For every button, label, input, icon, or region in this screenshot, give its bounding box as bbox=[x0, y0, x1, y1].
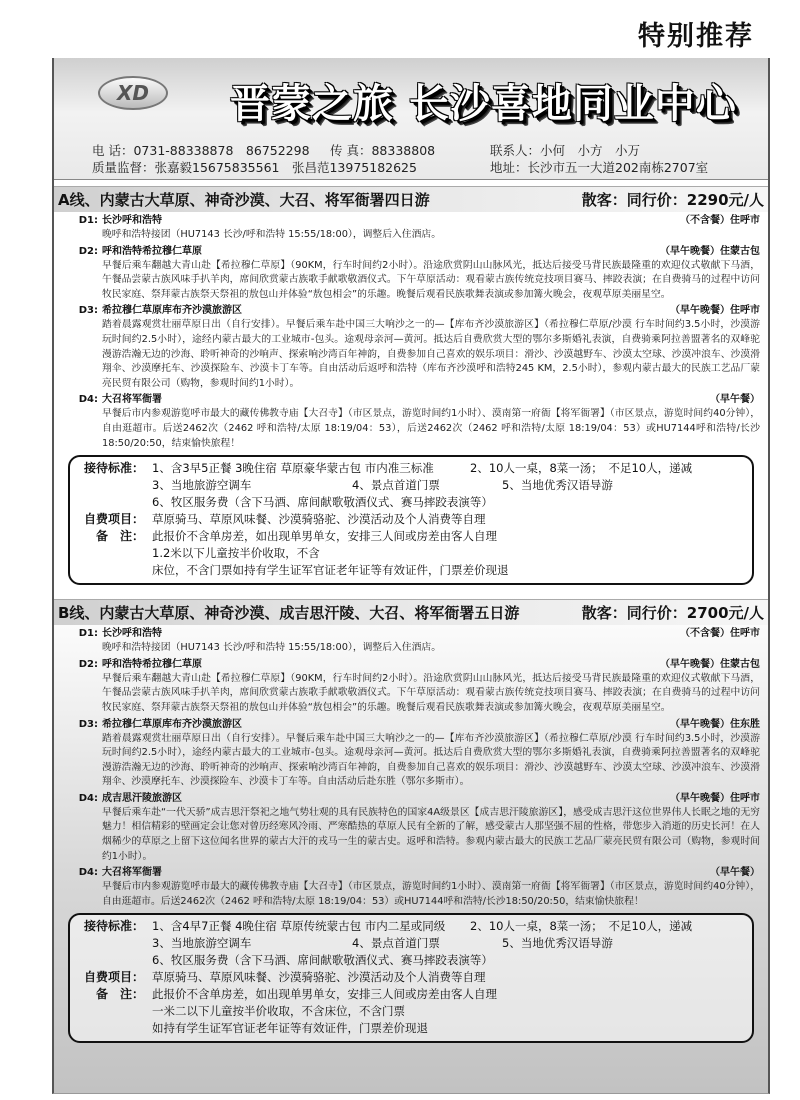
day-label: D2: bbox=[78, 245, 98, 257]
standard-item: 4、景点首道门票 bbox=[352, 936, 440, 951]
itinerary-day bbox=[62, 627, 760, 656]
day-text: 早餐后市内参观游览呼市最大的藏传佛教寺庙【大召寺】（市区景点，游览时间约1小时）、漠南第一府衙【将军衙署】（市区景点，游览时间约40分钟），自由逛超市。后送2462次（2462 呼和浩特/太原 18:19/04：53），后送2462次（2462 呼和浩特/太原 18:19/04：53）或HU7144呼和浩特/长沙18:50/20:50，结束愉快旅程！ bbox=[102, 408, 760, 449]
route-a-header bbox=[54, 186, 768, 212]
day-name: 希拉穆仁草原库布齐沙漠旅游区 bbox=[102, 718, 242, 730]
agency-title: 晋蒙之旅 长沙喜地同业中心 bbox=[230, 81, 737, 127]
phone: 电 话：0731-88338878 86752298 bbox=[92, 143, 310, 158]
self-pay-items: 草原骑马、草原风味餐、沙漠骑骆驼、沙漠活动及个人消费等自理 bbox=[152, 512, 486, 527]
fax: 传 真：88338808 bbox=[330, 143, 436, 158]
standard-item: 1、含3早5正餐 3晚住宿 草原豪华蒙古包 市内准三标准 bbox=[152, 461, 434, 476]
day-name: 呼和浩特希拉穆仁草原 bbox=[102, 658, 202, 670]
route-b-header bbox=[54, 599, 768, 625]
day-text: 晚呼和浩特接团（HU7143 长沙/呼和浩特 15:55/18:00），调整后入住酒店。 bbox=[102, 229, 441, 240]
self-pay-label: 自费项目： bbox=[83, 970, 144, 985]
day-text: 踏着晨露观赏壮丽草原日出（自行安排）。早餐后乘车赴中国三大响沙之一的—【库布齐沙漠旅游区】（希拉穆仁草原/沙漠 行车时间约3.5小时，沙漠游玩时间约2.5小时），途经内蒙古最大的工业城市-包头。途观母亲河—黄河。抵达后自费欣赏大型的鄂尔多斯婚礼表演，自费骑乘阿拉善盟著名的双峰驼漫游浩瀚无边的沙海、聆听神奇的沙响声、探索响沙湾百年神韵，自费参加自己喜欢的娱乐项目：滑沙、沙漠越野车、沙漠太空球、沙漠冲浪车、沙漠滑翔伞、沙漠摩托车、沙漠探险车、沙漠卡丁车等。自由活动后赴东胜（鄂尔多斯市）。 bbox=[102, 732, 760, 788]
day-meal: （早午晚餐）住东胜 bbox=[670, 718, 760, 730]
day-text: 早餐后市内参观游览呼市最大的藏传佛教寺庙【大召寺】（市区景点，游览时间约1小时）、漠南第一府衙【将军衙署】（市区景点，游览时间约40分钟），自由逛超市。后送2462次（2462 呼和浩特/太原 18:19/04：53）或HU7144呼和浩特/长沙18:50/20:50，结束愉快旅程！ bbox=[102, 881, 760, 907]
day-name: 希拉穆仁草原库布齐沙漠旅游区 bbox=[102, 305, 242, 317]
standard-item: 5、当地优秀汉语导游 bbox=[502, 478, 613, 493]
note-line: 一米二以下儿童按半价收取，不含床位，不含门票 bbox=[152, 1004, 405, 1019]
route-a-itinerary bbox=[54, 212, 768, 451]
standard-item: 4、景点首道门票 bbox=[352, 478, 440, 493]
itinerary-day bbox=[62, 658, 760, 716]
itinerary-day bbox=[62, 866, 760, 909]
standard-item: 6、牧区服务费（含下马酒、席间献歌敬酒仪式、赛马摔跤表演等） bbox=[152, 953, 493, 968]
day-text: 晚呼和浩特接团（HU7143 长沙/呼和浩特 15:55/18:00），调整后入住酒店。 bbox=[102, 642, 441, 654]
route-a-price: 散客：同行价：2290元/人 bbox=[581, 191, 764, 209]
contact-block bbox=[92, 142, 708, 176]
standard-item: 6、牧区服务费（含下马酒、席间献歌敬酒仪式、赛马摔跤表演等） bbox=[152, 495, 493, 510]
day-label: D3: bbox=[78, 305, 98, 317]
day-label: D3: bbox=[78, 718, 98, 730]
day-meal: （早午晚餐）住呼市 bbox=[670, 305, 760, 317]
day-label: D1: bbox=[78, 628, 98, 640]
day-label: D2: bbox=[78, 658, 98, 670]
notes-label: 备 注： bbox=[95, 987, 144, 1002]
day-meal: （早午晚餐）住呼市 bbox=[670, 792, 760, 804]
note-line: 床位，不含门票如持有学生证军官证老年证等有效证件，门票差价现退 bbox=[152, 563, 509, 578]
note-line: 如持有学生证军官证老年证等有效证件，门票差价现退 bbox=[152, 1021, 428, 1036]
note-line: 此报价不含单房差，如出现单男单女，安排三人间或房差由客人自理 bbox=[152, 987, 497, 1002]
standards-label: 接待标准： bbox=[83, 919, 144, 934]
route-b-price: 散客：同行价：2700元/人 bbox=[581, 604, 764, 623]
day-name: 成吉思汗陵旅游区 bbox=[102, 792, 182, 804]
quality-supervisors: 质量监督：张嘉毅15675835561 张昌范13975182625 bbox=[92, 160, 417, 175]
notes-label: 备 注： bbox=[95, 529, 144, 544]
day-name: 呼和浩特希拉穆仁草原 bbox=[102, 245, 202, 257]
note-line: 1.2米以下儿童按半价收取，不含 bbox=[152, 546, 320, 561]
day-name: 长沙呼和浩特 bbox=[102, 215, 162, 226]
day-text: 早餐后乘车赴“一代天骄”成吉思汗祭祀之地气势壮观的具有民族特色的国家4A级景区【成吉思汗陵旅游区】，感受成吉思汗这位世界伟人长眠之地的无穷魅力！相信精彩的壁画定会让您对曾历经寒风冷雨、严寒酷热的草原人民有全新的了解，感受蒙古人那坚强不屈的性格，带您步入消逝的历史长河！在人烟稀少的草原之上留下这位闻名世界的蒙古大汗的戎马一生的蒙古史。返呼和浩特。参观内蒙古最大的民族工艺品厂蒙亮民贸有限公司（购物，参观时间约1小时）。 bbox=[102, 806, 760, 862]
day-name: 大召将军衙署 bbox=[102, 394, 162, 406]
route-a-standards-box bbox=[68, 455, 754, 585]
self-pay-label: 自费项目： bbox=[83, 512, 144, 527]
agency-logo: XD bbox=[98, 76, 168, 110]
route-b-itinerary bbox=[54, 625, 768, 909]
standard-item: 3、当地旅游空调车 bbox=[152, 936, 252, 951]
itinerary-day bbox=[62, 214, 760, 243]
day-meal: （早午晚餐）住蒙古包 bbox=[660, 658, 760, 670]
itinerary-day bbox=[62, 304, 760, 391]
day-label: D4: bbox=[78, 792, 98, 804]
standard-item: 5、当地优秀汉语导游 bbox=[502, 936, 613, 951]
route-a-title: A线、内蒙古大草原、神奇沙漠、大召、将军衙署四日游 bbox=[58, 191, 430, 209]
address: 地址：长沙市五一大道202南栋2707室 bbox=[490, 160, 709, 175]
standard-item: 2、10人一桌，8菜一汤； 不足10人，递减 bbox=[470, 919, 693, 934]
day-name: 长沙呼和浩特 bbox=[102, 628, 162, 640]
itinerary-day bbox=[62, 718, 760, 790]
day-meal: （早午餐） bbox=[710, 867, 760, 879]
day-meal: （早午晚餐）住蒙古包 bbox=[660, 245, 760, 257]
standard-item: 1、含4早7正餐 4晚住宿 草原传统蒙古包 市内二星或同级 bbox=[152, 919, 446, 934]
itinerary-day bbox=[62, 393, 760, 451]
day-label: D4: bbox=[78, 867, 98, 879]
day-label: D4: bbox=[78, 394, 98, 406]
itinerary-day bbox=[62, 792, 760, 864]
contact-persons: 联系人：小何 小方 小万 bbox=[490, 143, 641, 158]
day-meal: （早午餐） bbox=[710, 394, 760, 406]
day-label: D1: bbox=[78, 215, 98, 226]
day-text: 早餐后乘车翻越大青山赴【希拉穆仁草原】（90KM，行车时间约2小时）。沿途欣赏阴山山脉风光，抵达后接受马背民族最隆重的欢迎仪式敬献下马酒，午餐品尝蒙古族风味手扒羊肉，席间欣赏蒙古族歌手献歌敬酒仪式。下午草原活动：观看蒙古族传统竞技项目赛马、摔跤表演；在自费骑马的过程中访问牧民家庭、祭拜蒙古族祭天祭祖的敖包山并体验“敖包相会”的乐趣。晚餐后观看民族歌舞表演或参加篝火晚会，夜观草原美丽星空。 bbox=[102, 259, 760, 300]
standard-item: 3、当地旅游空调车 bbox=[152, 478, 252, 493]
day-text: 早餐后乘车翻越大青山赴【希拉穆仁草原】（90KM，行车时间约2小时）。沿途欣赏阴山山脉风光，抵达后接受马背民族最隆重的欢迎仪式敬献下马酒，午餐品尝蒙古族风味手扒羊肉，席间欣赏蒙古族歌手献歌敬酒仪式。下午草原活动：观看蒙古族传统竞技项目赛马、摔跤表演；在自费骑马的过程中访问牧民家庭、祭拜蒙古族祭天祭祖的敖包山并体验“敖包相会”的乐趣。晚餐后观看民族歌舞表演或参加篝火晚会，夜观草原美丽星空。 bbox=[102, 672, 760, 713]
header bbox=[54, 58, 768, 180]
day-meal: （不含餐）住呼市 bbox=[680, 628, 760, 640]
day-meal: （不含餐）住呼市 bbox=[680, 215, 760, 226]
route-b-title: B线、内蒙古大草原、神奇沙漠、成吉思汗陵、大召、将军衙署五日游 bbox=[58, 604, 520, 623]
standards-label: 接待标准： bbox=[83, 461, 144, 476]
day-text: 踏着晨露观赏壮丽草原日出（自行安排）。早餐后乘车赴中国三大响沙之一的—【库布齐沙漠旅游区】（希拉穆仁草原/沙漠 行车时间约3.5小时，沙漠游玩时间约2.5小时），途经内蒙古最大的工业城市-包头。途观母亲河—黄河。抵达后自费欣赏大型的鄂尔多斯婚礼表演，自费骑乘阿拉善盟著名的双峰驼漫游浩瀚无边的沙海、聆听神奇的沙响声、探索响沙湾百年神韵，自费参加自己喜欢的娱乐项目：滑沙、沙漠越野车、沙漠太空球、沙漠冲浪车、沙漠滑翔伞、沙漠摩托车、沙漠探险车、沙漠卡丁车等。自由活动后返呼和浩特（库布齐沙漠呼和浩特245 KM，2.5小时），参观内蒙古最大的民族工艺品厂蒙亮民贸有限公司（购物，参观时间约1小时）。 bbox=[102, 319, 760, 389]
day-name: 大召将军衙署 bbox=[102, 867, 162, 879]
self-pay-items: 草原骑马、草原风味餐、沙漠骑骆驼、沙漠活动及个人消费等自理 bbox=[152, 970, 486, 985]
brochure bbox=[52, 58, 770, 1094]
note-line: 此报价不含单房差，如出现单男单女，安排三人间或房差由客人自理 bbox=[152, 529, 497, 544]
page-tag: 特别推荐 bbox=[638, 21, 754, 52]
standard-item: 2、10人一桌，8菜一汤； 不足10人，递减 bbox=[470, 461, 693, 476]
itinerary-day bbox=[62, 245, 760, 303]
route-b-standards-box bbox=[68, 913, 754, 1043]
